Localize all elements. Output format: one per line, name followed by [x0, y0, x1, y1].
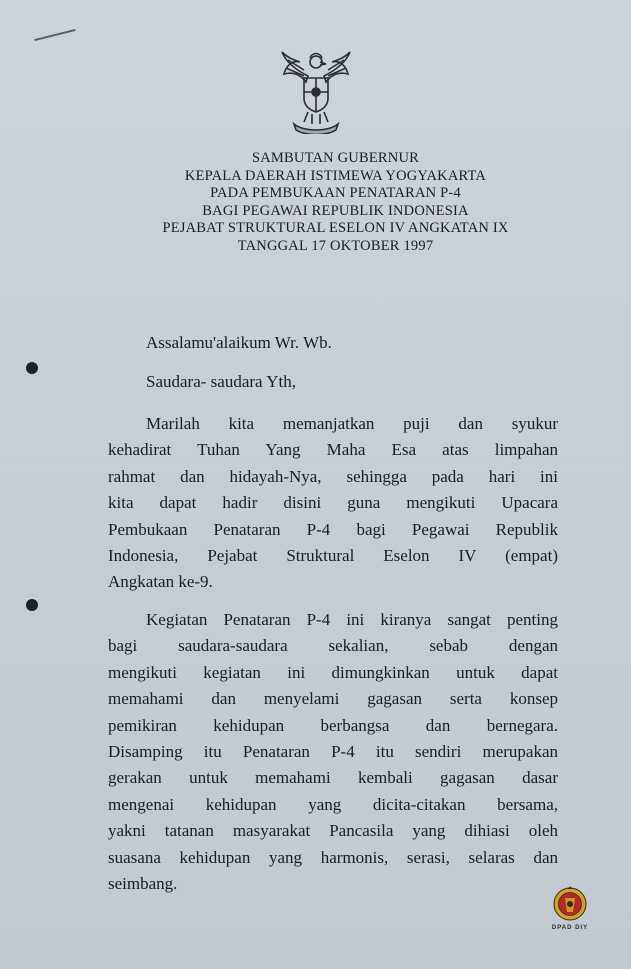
paragraph-line: suasana kehidupan yang harmonis, serasi, selaras dan [108, 847, 558, 867]
garuda-emblem-icon [278, 48, 354, 134]
paragraph-line: mengenai kehidupan yang dicita-citakan bersama, [108, 794, 558, 814]
paragraph-line: Disamping itu Penataran P-4 itu sendiri merupakan [108, 741, 558, 761]
paragraph-line: gerakan untuk memahami kembali gagasan dasar [108, 768, 558, 788]
heading-line: KEPALA DAERAH ISTIMEWA YOGYAKARTA [184, 167, 487, 184]
heading-line: BAGI PEGAWAI REPUBLIK INDONESIA [202, 202, 469, 219]
paragraph-line: Marilah kita memanjatkan puji dan syukur [146, 414, 558, 433]
paragraph-line: kehadirat Tuhan Yang Maha Esa atas limpahan [108, 440, 558, 460]
paragraph-line: Indonesia, Pejabat Struktural Eselon IV (empat) [108, 545, 558, 565]
paragraph-line: mengikuti kegiatan ini dimungkinkan untuk dapat [108, 662, 558, 682]
document-heading [60, 150, 611, 255]
heading-line: PADA PEMBUKAAN PENATARAN P-4 [210, 185, 461, 201]
paragraph-line: Pembukaan Penataran P-4 bagi Pegawai Republik [108, 519, 558, 539]
heading-line: SAMBUTAN GUBERNUR [252, 150, 419, 166]
paragraph-line: seimbang. [108, 873, 178, 893]
pen-mark [34, 29, 75, 41]
paragraph-opening [108, 411, 558, 596]
greeting-salam: Assalamu'alaikum Wr. Wb. [146, 333, 332, 352]
stamp-text: DPAD DIY [552, 925, 588, 931]
paragraph-line: memahami dan menyelami gagasan serta konsep [108, 689, 558, 709]
paragraph-line: bagi saudara-saudara sekalian, sebab dengan [108, 636, 558, 656]
dpad-diy-stamp-logo [552, 884, 588, 942]
paragraph-line: kita dapat hadir disini guna mengikuti Upacara [108, 493, 558, 513]
punch-hole-bottom [26, 599, 38, 611]
paragraph-line: Angkatan ke-9. [108, 572, 213, 592]
heading-line: PEJABAT STRUKTURAL ESELON IV ANGKATAN IX [162, 220, 509, 236]
paragraph-line: pemikiran kehidupan berbangsa dan bernegara. [108, 715, 558, 735]
greeting-address: Saudara- saudara Yth, [146, 372, 296, 391]
paragraph-line: Kegiatan Penataran P-4 ini kiranya sangat penting [146, 610, 558, 629]
punch-hole-top [26, 362, 38, 374]
paragraph-line: rahmat dan hidayah-Nya, sehingga pada hari ini [108, 466, 558, 486]
paragraph-line: yakni tatanan masyarakat Pancasila yang dihiasi oleh [108, 821, 558, 841]
paragraph-penataran [108, 607, 558, 897]
heading-line: TANGGAL 17 OKTOBER 1997 [237, 237, 434, 254]
